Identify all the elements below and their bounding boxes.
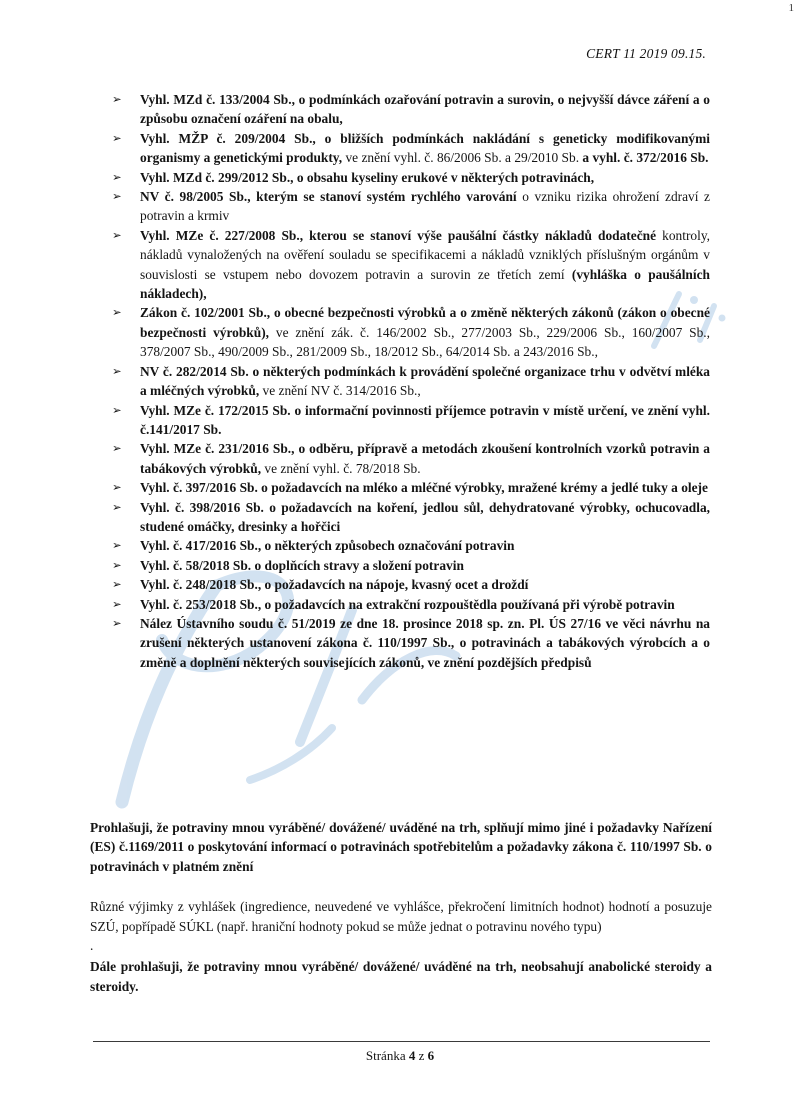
list-item <box>112 575 710 594</box>
text-segment: ve znění vyhl. č. 86/2006 Sb. a 29/2010 Sb. <box>342 150 583 166</box>
list-item <box>112 90 710 129</box>
footer-separator <box>93 1041 710 1042</box>
scan-corner-mark: 1 <box>788 2 794 14</box>
document-header: CERT 11 2019 09.15. <box>586 46 706 61</box>
bold-text-segment: Nález Ústavního soudu č. 51/2019 ze dne 18. prosince 2018 sp. zn. Pl. ÚS 27/16 ve věci návrhu na zrušení některých ustanovení zákona č. 110/1997 Sb., o potravinách a tabákových výrobcích a o změně a doplnění některých souvisejících zákonů, ve znění pozdějších předpisů <box>140 615 710 670</box>
list-item <box>112 303 710 361</box>
arrow-bullet-icon: ➢ <box>112 227 122 242</box>
text-segment: kontroly, nákladů vynaložených na ověření souladu se specifikacemi a nákladů vzniklých příslušným orgánům v souvislosti se vstupem nebo dovozem potravin a surovin ze třetích zemí <box>140 227 710 282</box>
arrow-bullet-icon: ➢ <box>112 615 122 630</box>
list-item-text <box>140 187 710 226</box>
list-item <box>112 401 710 440</box>
list-item <box>112 536 710 555</box>
bold-text-segment: Vyhl. č. 397/2016 Sb. o požadavcích na mléko a mléčné výrobky, mražené krémy a jedlé tuky a oleje <box>140 480 708 496</box>
list-item-text <box>140 614 710 672</box>
bold-text-segment: 4 <box>408 1048 416 1063</box>
list-item <box>112 362 710 401</box>
list-item-text <box>140 439 710 478</box>
statement-paragraph: Dále prohlašuji, že potraviny mnou vyráběné/ dovážené/ uváděné na trh, neobsahují anabolické steroidy a steroidy. <box>90 959 712 994</box>
list-item <box>112 498 710 537</box>
arrow-bullet-icon: ➢ <box>112 189 122 204</box>
bold-text-segment: a vyhl. č. 372/2016 Sb. <box>582 150 709 166</box>
list-item-text <box>140 303 710 361</box>
bold-text-segment: NV č. 98/2005 Sb., kterým se stanoví systém rychlého varování <box>140 189 517 205</box>
arrow-bullet-icon: ➢ <box>112 363 122 378</box>
statement-paragraph: Různé výjimky z vyhlášek (ingredience, neuvedené ve vyhlášce, překročení limitních hodnot) hodnotí a posuzuje SZÚ, popřípadě SÚKL (např. hraniční hodnoty pokud se může jednat o potravinu nového typu) <box>90 899 712 934</box>
bold-text-segment: Vyhl. č. 253/2018 Sb., o požadavcích na extrakční rozpouštědla používaná při výrobě potravin <box>140 596 675 612</box>
list-item-text <box>140 556 710 575</box>
bold-text-segment: Vyhl. MZd č. 133/2004 Sb., o podmínkách ozařování potravin a surovin, o nejvyšší dávce záření a o způsobu označení ozáření na obalu, <box>140 92 710 127</box>
arrow-bullet-icon: ➢ <box>112 480 122 495</box>
list-item-text <box>140 498 710 537</box>
bold-text-segment: Vyhl. MZe č. 231/2016 Sb., o odběru, přípravě a metodách zkoušení kontrolních vzorků potravin a tabákových výrobků, <box>140 441 710 476</box>
statements <box>90 818 712 996</box>
text-segment: z <box>415 1048 428 1063</box>
text-segment: ve znění NV č. 314/2016 Sb., <box>259 383 421 399</box>
list-item <box>112 168 710 187</box>
bold-text-segment: Vyhl. MZe č. 172/2015 Sb. o informační povinnosti příjemce potravin v místě určení, ve znění vyhl. č.141/2017 Sb. <box>140 402 710 437</box>
list-item <box>112 439 710 478</box>
footer-page-label <box>0 1048 800 1064</box>
arrow-bullet-icon: ➢ <box>112 441 122 456</box>
bold-text-segment: Vyhl. MZe č. 227/2008 Sb., kterou se stanoví výše paušální částky nákladů dodatečné <box>140 227 657 243</box>
list-item <box>112 129 710 168</box>
bold-text-segment: Vyhl. č. 248/2018 Sb., o požadavcích na nápoje, kvasný ocet a droždí <box>140 577 529 593</box>
list-item-text <box>140 595 710 614</box>
arrow-bullet-icon: ➢ <box>112 577 122 592</box>
bold-text-segment: Vyhl. MZd č. 299/2012 Sb., o obsahu kyseliny erukové v některých potravinách, <box>140 169 595 185</box>
arrow-bullet-icon: ➢ <box>112 538 122 553</box>
list-item-text <box>140 401 710 440</box>
statement-paragraph: . <box>90 938 94 954</box>
text-segment: ve znění vyhl. č. 78/2018 Sb. <box>261 460 421 476</box>
arrow-bullet-icon: ➢ <box>112 130 122 145</box>
list-item <box>112 595 710 614</box>
bold-text-segment: (vyhláška o paušálních nákladech), <box>140 266 710 302</box>
list-item <box>112 614 710 672</box>
list-item-text <box>140 129 710 168</box>
bold-text-segment: Vyhl. MŽP č. 209/2004 Sb., o bližších podmínkách nakládání s geneticky modifikovanými organismy a genetickými produkty, <box>140 130 710 166</box>
list-item-text <box>140 226 710 304</box>
law-list <box>112 90 710 672</box>
arrow-bullet-icon: ➢ <box>112 92 122 106</box>
bold-text-segment: Vyhl. č. 58/2018 Sb. o doplňcích stravy a složení potravin <box>140 557 464 573</box>
bold-text-segment: Zákon č. 102/2001 Sb., o obecné bezpečnosti výrobků a o změně některých zákonů (zákon o obecné bezpečnosti výrobků), <box>140 305 710 340</box>
arrow-bullet-icon: ➢ <box>112 169 122 184</box>
arrow-bullet-icon: ➢ <box>112 305 122 320</box>
arrow-bullet-icon: ➢ <box>112 596 122 611</box>
arrow-bullet-icon: ➢ <box>112 402 122 417</box>
statement-paragraph: Prohlašuji, že potraviny mnou vyráběné/ dovážené/ uváděné na trh, splňují mimo jiné i požadavky Nařízení (ES) č.1169/2011 o poskytování informací o potravinách spotřebitelům a požadavky zákona č. 110/1997 Sb. o potravinách v platném znění <box>90 820 712 874</box>
bold-text-segment: Vyhl. č. 398/2016 Sb. o požadavcích na koření, jedlou sůl, dehydratované výrobky, ochucovadla, studené omáčky, dresinky a hořčici <box>140 499 710 534</box>
bold-text-segment: 6 <box>427 1048 435 1063</box>
bold-text-segment: Vyhl. č. 417/2016 Sb., o některých způsobech označování potravin <box>140 538 515 554</box>
list-item-text <box>140 168 710 187</box>
list-item-text <box>140 536 710 555</box>
list-item <box>112 226 710 304</box>
arrow-bullet-icon: ➢ <box>112 557 122 572</box>
list-item <box>112 187 710 226</box>
list-item-text <box>140 478 710 497</box>
list-item-text <box>140 362 710 401</box>
text-segment: ve znění zák. č. 146/2002 Sb., 277/2003 Sb., 229/2006 Sb., 160/2007 Sb., 378/2007 Sb., 490/2009 Sb., 281/2009 Sb., 18/2012 Sb., 64/2014 Sb. a 243/2016 Sb., <box>140 324 710 360</box>
bold-text-segment: NV č. 282/2014 Sb. o některých podmínkách k provádění společné organizace trhu v odvětví mléka a mléčných výrobků, <box>140 363 710 399</box>
arrow-bullet-icon: ➢ <box>112 499 122 514</box>
list-item <box>112 556 710 575</box>
list-item-text <box>140 90 710 129</box>
list-item <box>112 478 710 497</box>
list-item-text <box>140 575 710 594</box>
text-segment: o vzniku rizika ohrožení zdraví z potravin a krmiv <box>140 189 710 224</box>
text-segment: Stránka <box>365 1048 409 1063</box>
